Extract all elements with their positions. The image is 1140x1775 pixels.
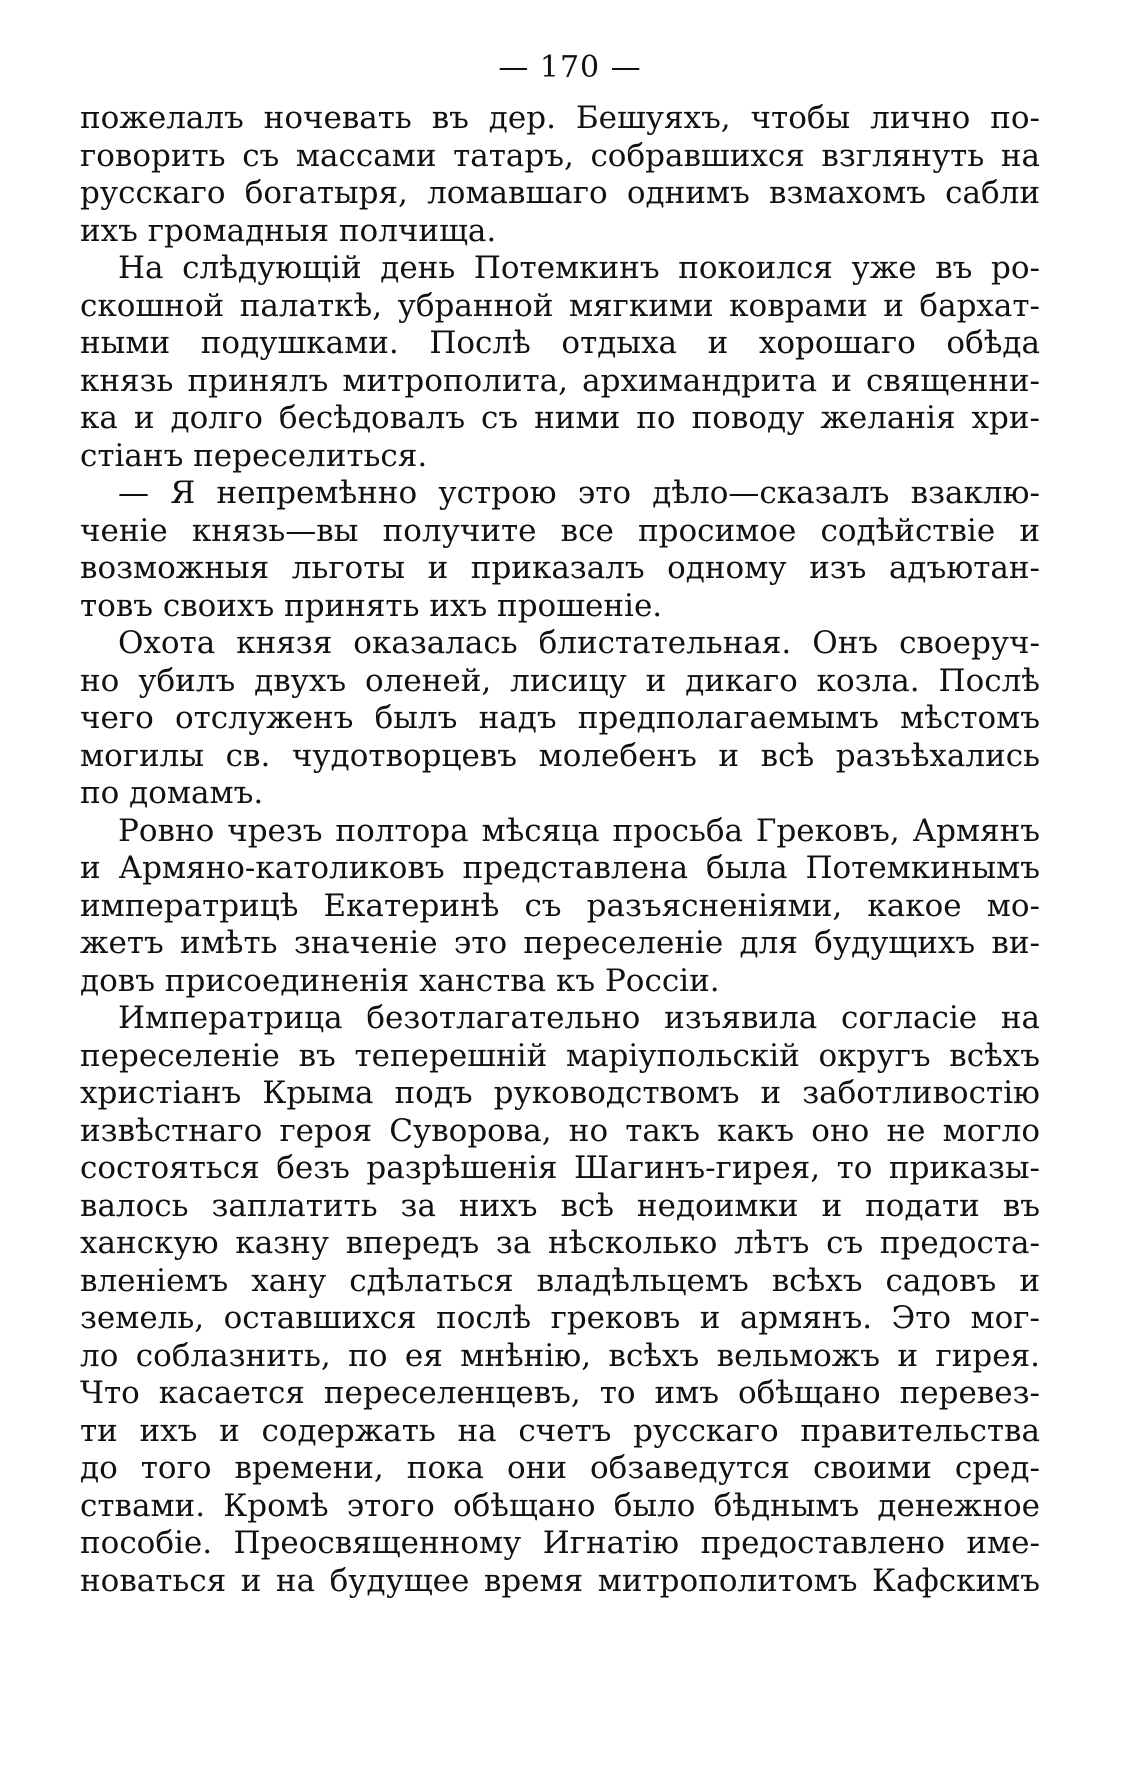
text-line: земель, оставшихся послѣ грековъ и армянъ. Это мог- [80,1300,1040,1336]
paragraph [80,250,1040,475]
text-line: ло соблазнить, по ея мнѣнію, всѣхъ вельможъ и гирея. [80,1337,1040,1374]
text-line: Охота князя оказалась блистательная. Онъ своеруч- [118,625,1040,661]
text-line: пособіе. Преосвященному Игнатію предоставлено име- [80,1525,1040,1561]
text-line: новаться и на будущее время митрополитомъ Кафскимъ [80,1562,1040,1599]
text-line: императрицѣ Екатеринѣ съ разъясненіями, какое мо- [80,887,1040,924]
text-line: ными подушками. Послѣ отдыха и хорошаго обѣда [80,325,1040,361]
text-line: Императрица безотлагательно изъявила согласіе на [118,1000,1040,1036]
text-line: состояться безъ разрѣшенія Шагинъ-гирея, то приказы- [80,1150,1040,1186]
paragraph [80,1000,1040,1600]
text-line: могилы св. чудотворцевъ молебенъ и всѣ разъѣхались [80,737,1040,774]
text-line: чего отслуженъ былъ надъ предполагаемымъ мѣстомъ [80,700,1040,736]
text-line: вленіемъ хану сдѣлаться владѣльцемъ всѣхъ садовъ и [80,1262,1040,1299]
text-line: и Армяно-католиковъ представлена была Потемкинымъ [80,850,1040,886]
text-line: Что касается переселенцевъ, то имъ обѣщано перевез- [80,1375,1040,1411]
text-line: стіанъ переселиться. [80,437,428,474]
text-line: На слѣдующій день Потемкинъ покоился уже въ ро- [118,250,1040,286]
text-line: ченіе князь—вы получите все просимое содѣйствіе и [80,512,1040,549]
text-line: извѣстнаго героя Суворова, но такъ какъ оно не могло [80,1112,1040,1149]
paragraph [80,625,1040,813]
text-line: но убилъ двухъ оленей, лисицу и дикаго козла. Послѣ [80,662,1040,699]
text-line: христіанъ Крыма подъ руководствомъ и заботливостію [80,1075,1040,1111]
text-line: ханскую казну впередъ за нѣсколько лѣтъ съ предоста- [80,1225,1040,1261]
text-line: Ровно чрезъ полтора мѣсяца просьба Грековъ, Армянъ [118,812,1040,849]
text-line: пожелалъ ночевать въ дер. Бешуяхъ, чтобы лично по- [80,100,1040,136]
text-line: ихъ громадныя полчища. [80,212,497,249]
text-line: валось заплатить за нихъ всѣ недоимки и подати въ [80,1187,1040,1224]
paragraph [80,475,1040,625]
text-line: возможныя льготы и приказалъ одному изъ адъютан- [80,550,1040,586]
paragraph [80,100,1040,250]
text-line: скошной палаткѣ, убранной мягкими коврами и бархат- [80,287,1040,324]
text-line: по домамъ. [80,775,264,811]
text-line: ствами. Кромѣ этого обѣщано было бѣднымъ денежное [80,1487,1040,1524]
text-line: переселеніе въ теперешній маріупольскій округъ всѣхъ [80,1037,1040,1074]
text-line: до того времени, пока они обзаведутся своими сред- [80,1450,1040,1486]
text-line: ти ихъ и содержать на счетъ русскаго правительства [80,1412,1040,1449]
text-line: жетъ имѣть значеніе это переселеніе для будущихъ ви- [80,925,1040,961]
text-line: довъ присоединенія ханства къ Россіи. [80,962,720,999]
text-line: ка и долго бесѣдовалъ съ ними по поводу желанія хри- [80,400,1040,436]
paragraph [80,813,1040,1001]
text-line: русскаго богатыря, ломавшаго однимъ взмахомъ сабли [80,175,1040,211]
text-line: товъ своихъ принять ихъ прошеніе. [80,587,663,624]
body-text [80,100,1040,1600]
text-line: говорить съ массами татаръ, собравшихся взглянуть на [80,137,1040,174]
text-line: князь принялъ митрополита, архимандрита и священни- [80,362,1040,399]
text-line: — Я непремѣнно устрою это дѣло—сказалъ взаклю- [118,475,1040,511]
page-number: — 170 — [498,50,642,85]
